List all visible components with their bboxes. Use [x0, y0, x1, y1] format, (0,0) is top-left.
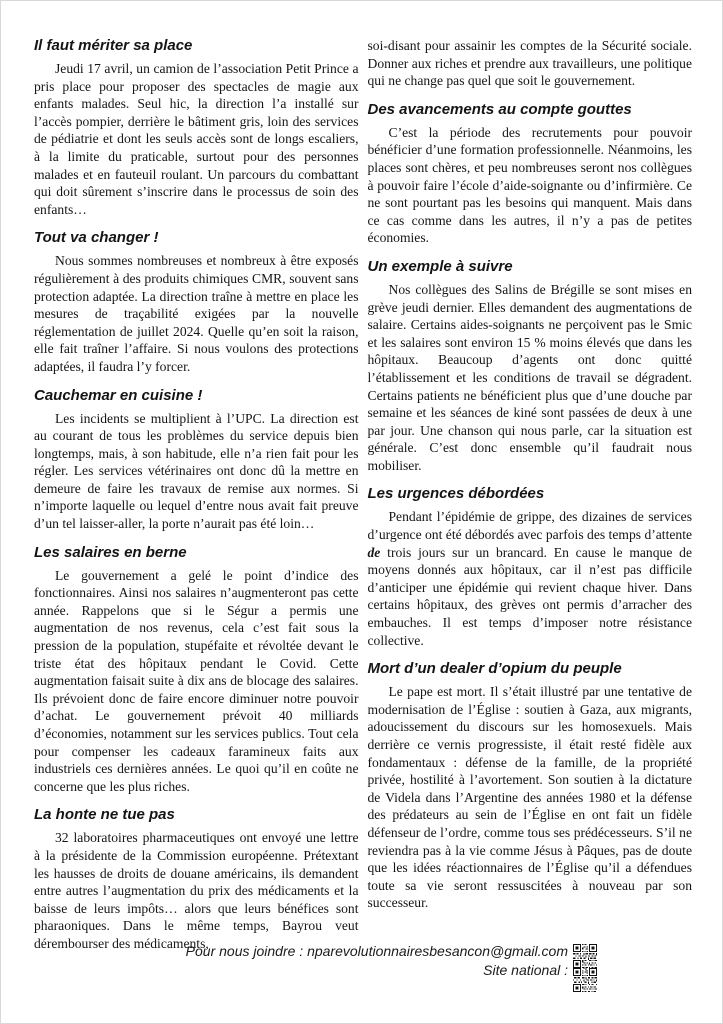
qr-code-site-icon: [573, 968, 597, 992]
body-text-start: Pendant l’épidémie de grippe, des dizaines de services d’urgence ont été débordés avec parfois des temps d’attente: [367, 509, 692, 543]
article-section: [34, 37, 359, 218]
article-section: [368, 485, 693, 649]
two-column-layout: [1, 1, 722, 953]
article-section: [34, 806, 359, 952]
article-section: [34, 229, 359, 375]
section-heading: Les urgences débordées: [367, 485, 545, 503]
qr-code-email-icon: [573, 944, 597, 968]
section-body: Jeudi 17 avril, un camion de l’association Petit Prince a pris place pour proposer des spectacles de magie aux enfants malades. Seul hic, la direction l’a installé sur l’accès pompier, derrière le bâtiment gris, loin des services de pédiatrie et dont les seuls accès sont de longs escaliers, à la limite du praticable, surtout pour des personnes malades et en fauteuil roulant. Un parcours du combattant qui doit sûrement s’inscrire dans le processus de soin des enfants…: [34, 61, 359, 217]
section-heading: Les salaires en berne: [34, 543, 187, 561]
section-heading: Il faut mériter sa place: [34, 37, 193, 54]
section-body: C’est la période des recrutements pour pouvoir bénéficier d’une formation professionnelle. Néanmoins, les places sont chères, et peu nombreuses seront nos collègues à pouvoir faire l’école d’aide-soignante ou d’infirmière. Ce ne sont pourtant pas les besoins qui manquent. Mais dans ce cas comme dans les autres, il n’y a pas de petites économies.: [367, 124, 692, 246]
body-text-end: trois jours sur un brancard. En cause le manque de moyens donnés aux hôpitaux, car il n’est pas difficile d’anticiper une épidémie qui revient chaque hiver. Dans certains hôpitaux, des grèves ont permis d’arracher des embauches. Il est temps d’imposer notre résistance collective.: [367, 544, 692, 648]
section-heading: La honte ne tue pas: [34, 806, 175, 824]
contact-line: Pour nous joindre : nparevolutionnairesbesancon@gmail.com: [185, 943, 568, 959]
article-section: [368, 660, 693, 912]
section-heading: Des avancements au compte gouttes: [367, 100, 632, 118]
footer: [1, 942, 597, 992]
section-heading: Cauchemar en cuisine !: [34, 386, 203, 404]
right-column: [368, 37, 693, 953]
article-section: [368, 258, 693, 475]
continuation-paragraph: soi-disant pour assainir les comptes de la Sécurité sociale. Donner aux riches et prendre aux travailleurs, une politique qui ne change pas quel que soit le gouvernement.: [367, 38, 692, 89]
section-body: Le gouvernement a gelé le point d’indice des fonctionnaires. Ainsi nos salaires n’augmenteront pas cette année. Rappelons que si le Ségur a permis une augmentation de nos revenus, cela c’est fait sous la pression de la population, stupéfaite et révoltée devant le triste état des hôpitaux pendant le Covid. Cette augmentation faisait suite à dix ans de blocage des salaires. Ils prévoient donc de faire encore diminuer notre pouvoir d’achat. Le gouvernement prévoit 40 milliards d’économies, notamment sur les services publics. Tout cela pour compenser les cadeaux faramineux faits aux industriels ces dernières années. Le quoi qu’il en coûte ne concerne que les plus riches.: [34, 567, 359, 794]
section-body: 32 laboratoires pharmaceutiques ont envoyé une lettre à la présidente de la Commission européenne. Prétextant les hausses de droits de douane américains, ils demandent entre autres l’augmentation du prix des médicaments et la baisse de leurs impôts… alors que leurs bénéfices sont pharaoniques. Dans le même temps, Bayrou veut dérembourser des médicaments,: [34, 830, 359, 951]
article-section: [34, 544, 359, 796]
section-heading: Un exemple à suivre: [367, 257, 513, 275]
section-body: Nos collègues des Salins de Brégille se sont mises en grève jeudi dernier. Elles demandent des augmentations de salaire. Certains aides-soignants ne perçoivent pas le Smic et les salaires sont environ 15 % moins élevés que dans les hôpitaux. Beaucoup d’agents ont donc quitté l’établissement et les conditions de travail se dégradent. Certains patients ne bénéficient plus que d’une douche par semaine et les séances de kiné sont passées de deux à une par jour. Une chanson qui nous parle, car la situation est générale. C’est donc ensemble qu’il faudrait nous mobiliser.: [367, 281, 692, 473]
emphasized-word: de: [367, 544, 381, 560]
section-body: Nous sommes nombreuses et nombreux à être exposés régulièrement à des produits chimiques CMR, souvent sans protection adaptée. La direction traîne à mettre en place les mesures de traçabilité exigées par la nouvelle réglementation de juillet 2024. Quelle qu’en soit la raison, elle fait traîner l’affaire. Si nous voulons des protections adaptées, il faudra l’y forcer.: [34, 253, 359, 374]
article-section: [368, 101, 693, 247]
left-column: [34, 37, 359, 953]
qr-code-stack: [573, 944, 597, 992]
article-section: [34, 387, 359, 533]
section-body: Les incidents se multiplient à l’UPC. La direction est au courant de tous les problèmes du service depuis bien longtemps, mais, à son habitude, elle n’a rien fait pour les régler. Les services vétérinaires ont donc dû la mettre en demeure de faire les travaux de remise aux normes. Si n’importe laquelle ou lequel d’entre nous avait fait preuve d’un tel laisser-aller, la porte n’aurait pas été loin…: [34, 410, 359, 532]
section-heading: Mort d’un dealer d’opium du peuple: [367, 660, 622, 678]
section-heading: Tout va changer !: [34, 229, 159, 247]
footer-text: [186, 942, 568, 980]
section-body: Le pape est mort. Il s’était illustré par une tentative de modernisation de l’Église : soutien à Gaza, aux migrants, adoucissement du discours sur les homosexuels. Mais derrière ce vernis progressiste, il était resté fidèle aux fondamentaux : défense de la famille, de la propriété privée, hostilité à l’avortement. Son soutien à la dictature de Videla dans l’Argentine des années 1980 et la défense des prédateurs au sein de l’Église en ont fait un fidèle défenseur de l’ordre, comme tous ses prédécesseurs. S’il ne reviendra pas à la vie comme Jésus à Pâques, pas de doute que les idées réactionnaires de l’Église qu’il a défendues toute sa vie seront ressuscitées à nouveau par son successeur.: [367, 684, 692, 911]
site-national-line: Site national :: [483, 962, 568, 978]
section-body: [368, 508, 693, 649]
